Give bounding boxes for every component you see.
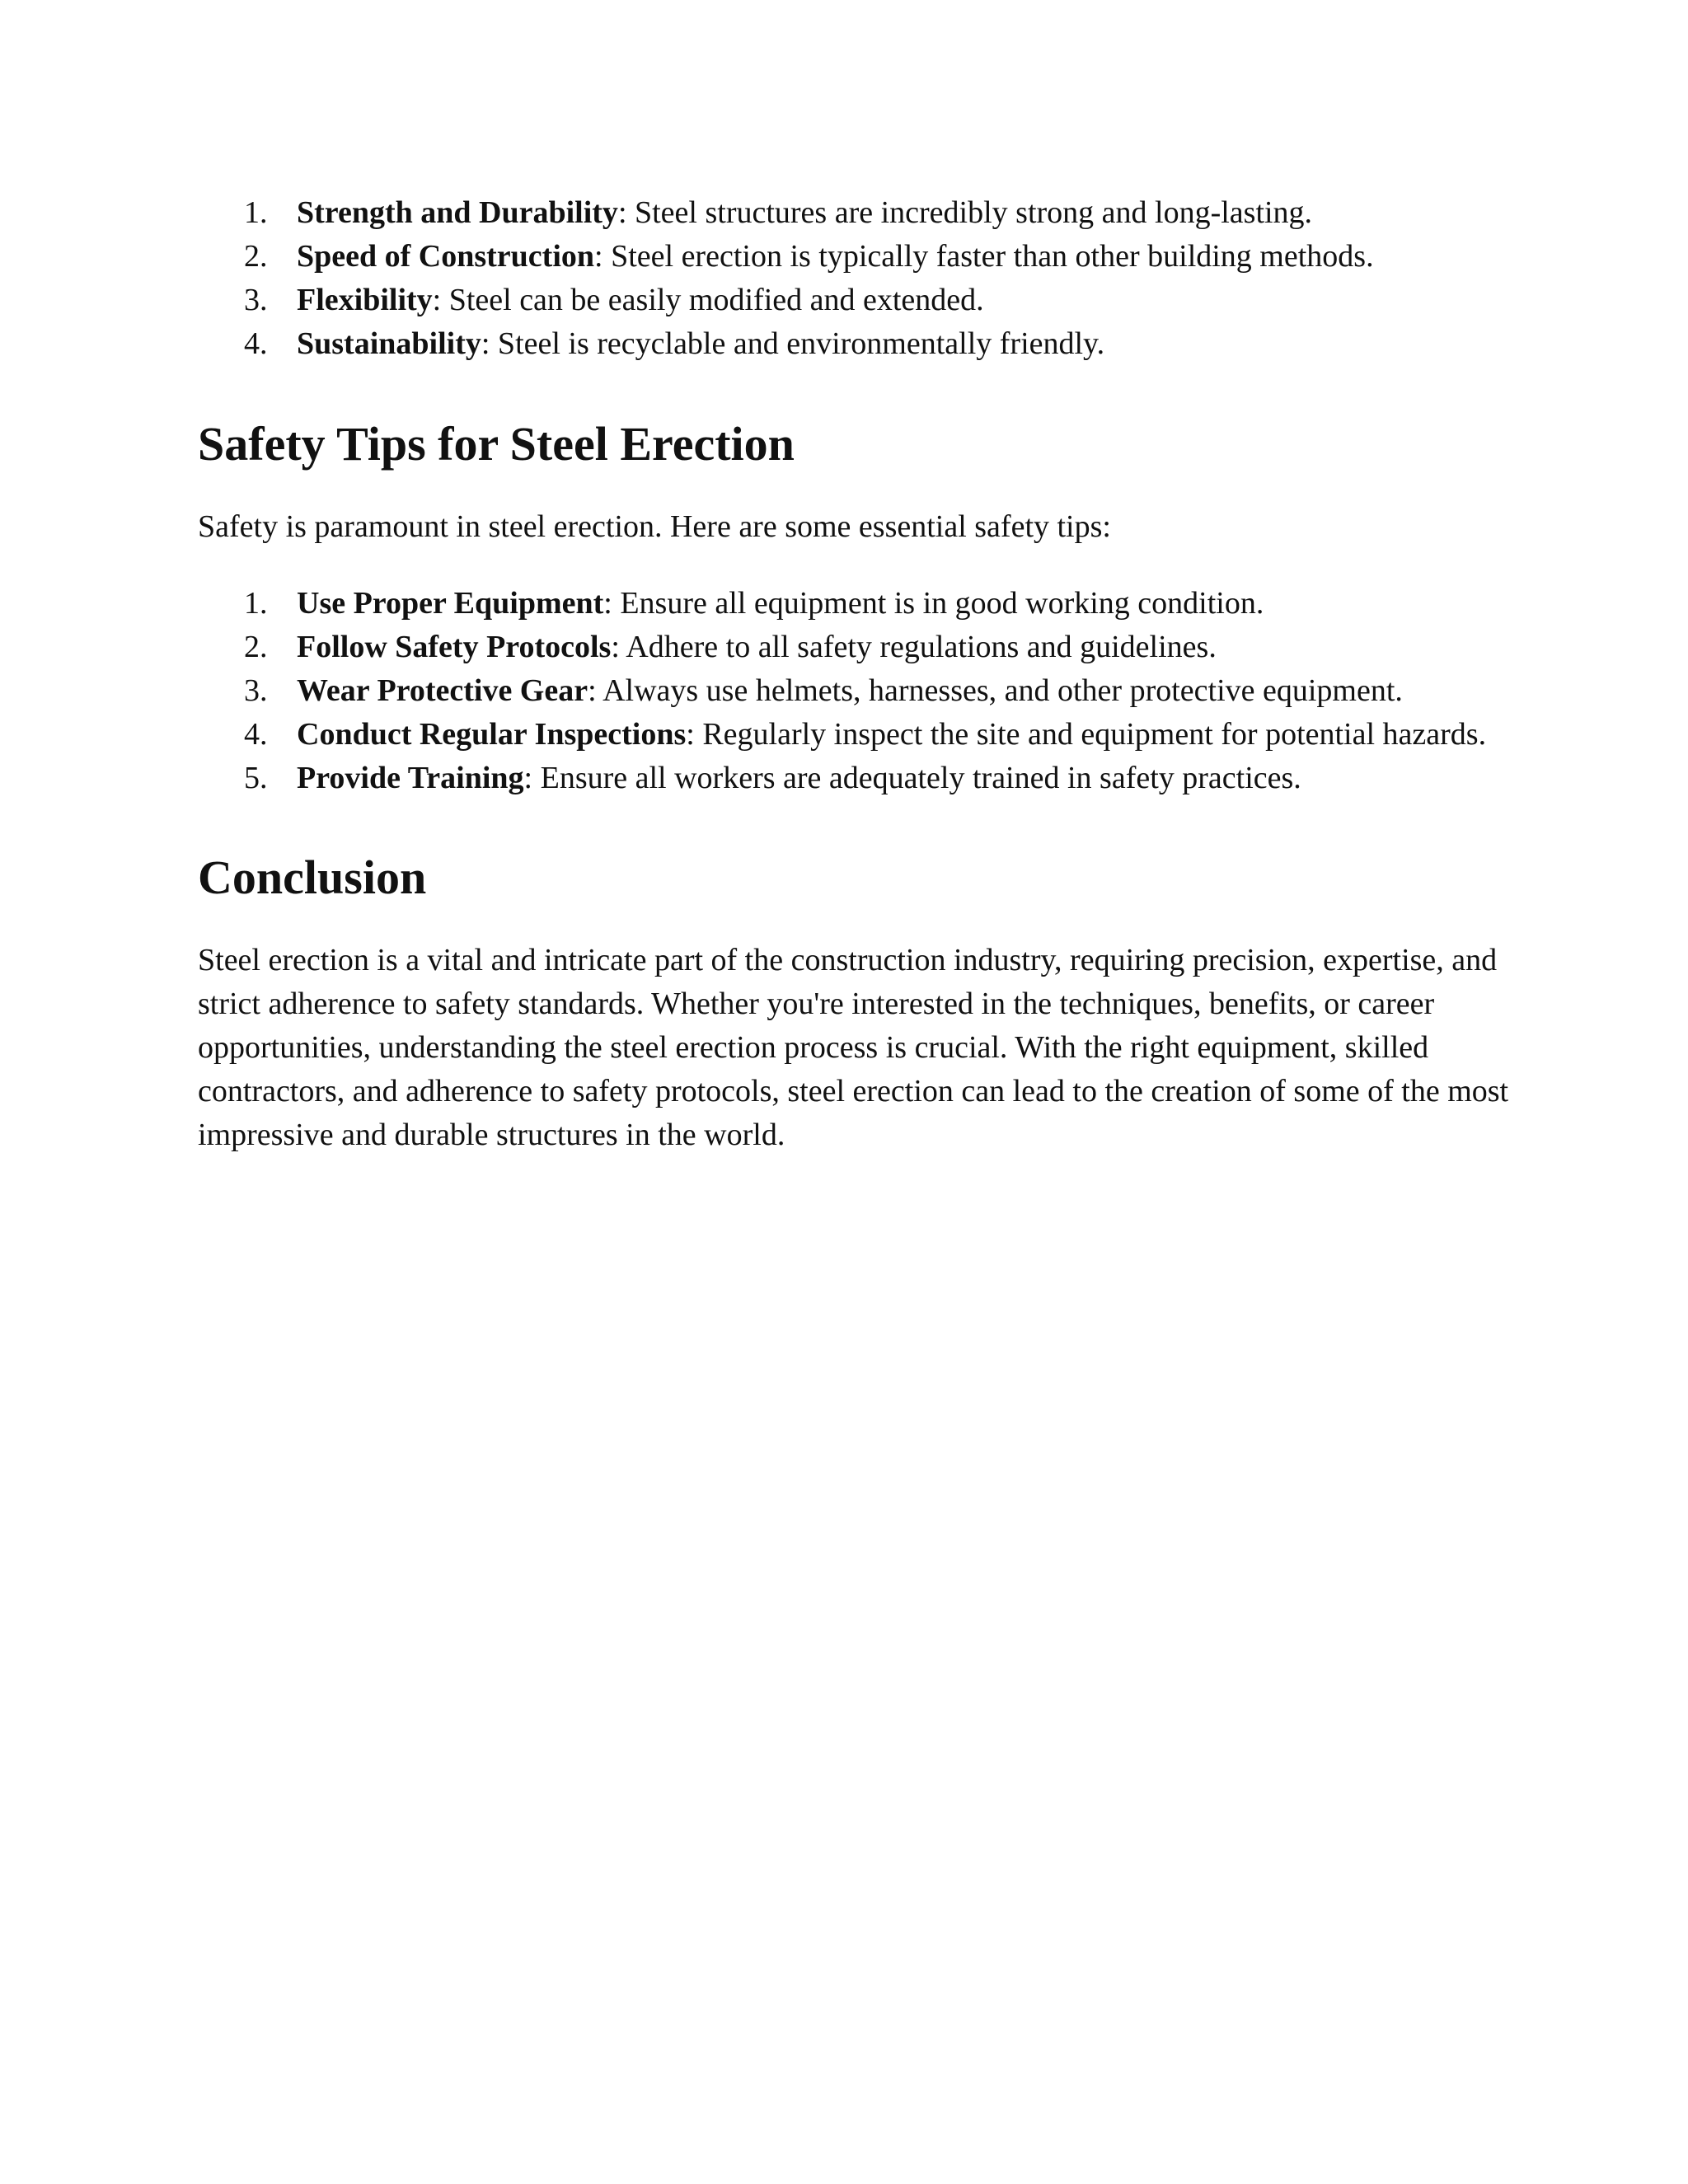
list-number: 3. (244, 283, 268, 317)
list-number: 5. (244, 761, 268, 795)
list-description: : Always use helmets, harnesses, and other protective equipment. (588, 673, 1403, 708)
list-item (198, 235, 1517, 279)
list-term: Flexibility (297, 283, 433, 317)
list-number: 1. (244, 195, 268, 230)
list-description: : Regularly inspect the site and equipment for potential hazards. (686, 717, 1487, 752)
list-description: : Ensure all workers are adequately trained in safety practices. (523, 761, 1301, 795)
list-item (198, 582, 1517, 626)
list-description: : Steel erection is typically faster than other building methods. (594, 239, 1374, 274)
list-item (198, 191, 1517, 235)
document-page (198, 191, 1517, 1157)
list-description: : Ensure all equipment is in good working condition. (603, 586, 1264, 621)
list-item (198, 713, 1517, 757)
list-number: 2. (244, 630, 268, 664)
list-term: Provide Training (297, 761, 524, 795)
list-item (198, 669, 1517, 713)
list-item (198, 757, 1517, 800)
list-term: Strength and Durability (297, 195, 618, 230)
safety-tips-list (198, 582, 1517, 800)
list-term: Follow Safety Protocols (297, 630, 612, 664)
list-item (198, 279, 1517, 322)
safety-intro: Safety is paramount in steel erection. Here are some essential safety tips: (198, 509, 1111, 544)
list-number: 3. (244, 673, 268, 708)
list-description: : Steel structures are incredibly strong and long-lasting. (617, 195, 1313, 230)
list-term: Use Proper Equipment (297, 586, 604, 621)
list-term: Conduct Regular Inspections (297, 717, 687, 752)
list-term: Wear Protective Gear (297, 673, 588, 708)
conclusion-heading: Conclusion (198, 851, 427, 904)
list-description: : Steel is recyclable and environmentally friendly. (481, 326, 1105, 361)
conclusion-paragraph: Steel erection is a vital and intricate part of the construction industry, requiring precision, expertise, and strict adherence to safety standards. Whether you're interested in the techniques, benefits, or career opportunities, understanding the steel erection process is crucial. With the right equipment, skilled contractors, and adherence to safety protocols, steel erection can lead to the creation of some of the most impressive and durable structures in the world. (198, 943, 1509, 1152)
list-term: Sustainability (297, 326, 481, 361)
list-item (198, 626, 1517, 669)
list-number: 2. (244, 239, 268, 274)
safety-heading: Safety Tips for Steel Erection (198, 417, 795, 471)
benefits-list (198, 191, 1517, 366)
list-description: : Steel can be easily modified and extended. (432, 283, 984, 317)
list-number: 1. (244, 586, 268, 621)
list-number: 4. (244, 717, 268, 752)
list-term: Speed of Construction (297, 239, 595, 274)
list-number: 4. (244, 326, 268, 361)
list-item (198, 322, 1517, 366)
list-description: : Adhere to all safety regulations and guidelines. (611, 630, 1217, 664)
